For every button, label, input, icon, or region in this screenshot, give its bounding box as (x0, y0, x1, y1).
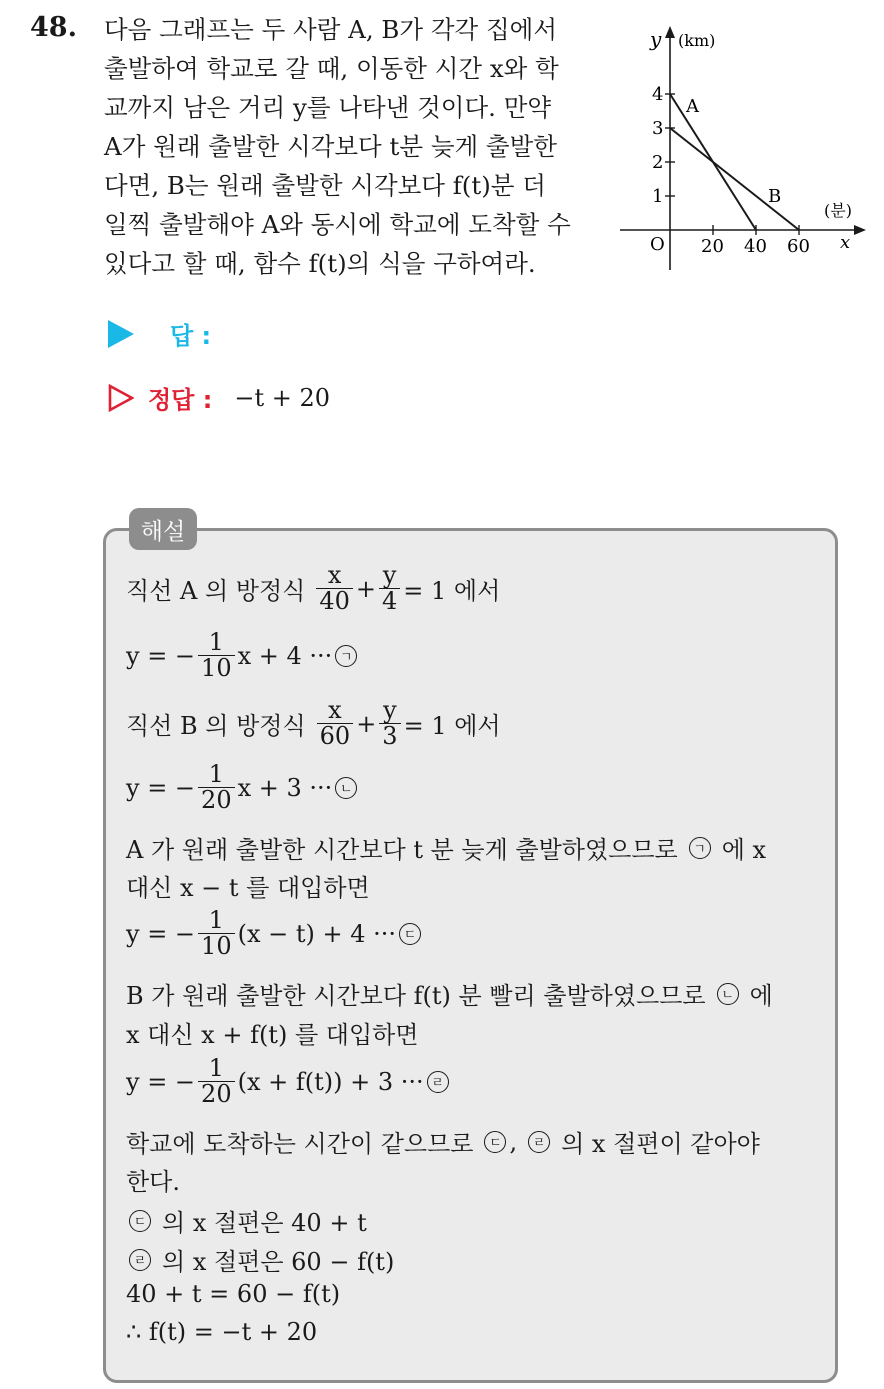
text: + (356, 709, 377, 738)
solution-line (126, 1056, 452, 1107)
question-line: 일찍 출발해야 A와 동시에 학교에 도착할 수 (104, 210, 571, 239)
question-line: A가 원래 출발한 시각보다 t분 늦게 출발한 (104, 132, 557, 161)
solution-line (126, 1318, 317, 1346)
y-unit-label: (km) (678, 31, 716, 50)
y-tick-label: 1 (652, 186, 664, 207)
distance-time-graph (612, 22, 872, 274)
text: B 가 원래 출발한 시간보다 f(t) 분 빨리 출발하였으므로 (126, 982, 706, 1010)
text: 학교에 도착하는 시간이 같으므로 (126, 1130, 474, 1158)
circled-mark: ㄷ (484, 1131, 506, 1153)
circled-mark: ㄹ (427, 1071, 449, 1093)
circled-mark: ㄴ (335, 777, 357, 799)
circled-mark: ㄹ (528, 1131, 550, 1153)
text: 직선 A 의 방정식 (126, 577, 306, 606)
fraction: $\frac{1}{10}$ (198, 630, 235, 681)
solution-line (126, 1124, 760, 1159)
origin-label: O (650, 234, 665, 255)
circled-mark: ㄷ (129, 1210, 151, 1232)
text: 의 x 절편은 40 + t (162, 1209, 367, 1237)
solution-line (126, 698, 501, 749)
text: ∴ f(t) = −t + 20 (126, 1318, 318, 1346)
text: 의 x 절편이 같아야 (561, 1130, 760, 1158)
fraction: $\frac{x}{40}$ (316, 563, 353, 614)
y-tick-label: 3 (652, 118, 664, 139)
question-line: 출발하여 학교로 갈 때, 이동한 시간 x와 학 (104, 54, 559, 83)
question-line: 다음 그래프는 두 사람 A, B가 각각 집에서 (104, 15, 558, 44)
solution-line (126, 1280, 340, 1308)
text: y = − (126, 919, 196, 948)
answer-row (108, 316, 211, 351)
line-a-label: A (686, 96, 699, 117)
text: 에 (749, 982, 773, 1010)
text: 한다. (126, 1168, 180, 1196)
text: y = − (126, 1067, 196, 1096)
text: 대신 x − t 를 대입하면 (126, 874, 370, 902)
fraction: $\frac{y}{3}$ (379, 698, 400, 749)
text: y = − (126, 641, 196, 670)
x-unit-label: (분) (824, 201, 852, 220)
text: x + 3 ··· (237, 773, 333, 802)
correct-answer-value: −t + 20 (234, 383, 330, 412)
text: 의 x 절편은 60 − f(t) (162, 1248, 395, 1276)
text: = 1 에서 (403, 577, 501, 606)
solution-line (126, 908, 424, 959)
solution-line (126, 563, 500, 614)
correct-answer-label: 정답 : (148, 386, 213, 414)
circled-mark: ㄹ (129, 1249, 151, 1271)
circled-mark: ㄱ (689, 837, 711, 859)
text: x + 4 ··· (237, 641, 333, 670)
question-line: 다면, B는 원래 출발한 시각보다 f(t)분 더 (104, 171, 546, 200)
x-tick-label: 40 (744, 236, 767, 257)
x-tick-label: 20 (701, 236, 724, 257)
fraction: $\frac{1}{10}$ (198, 908, 235, 959)
fraction: $\frac{1}{20}$ (198, 762, 235, 813)
x-axis-label: x (840, 232, 851, 253)
question-line: 있다고 할 때, 함수 f(t)의 식을 구하여라. (104, 249, 536, 278)
text: (x + f(t)) + 3 ··· (237, 1067, 424, 1096)
solution-line (126, 1242, 394, 1277)
text: A 가 원래 출발한 시간보다 t 분 늦게 출발하였으므로 (126, 836, 678, 864)
circled-mark: ㄱ (335, 645, 357, 667)
play-triangle-icon (108, 320, 134, 348)
circled-mark: ㄷ (399, 923, 421, 945)
y-axis-label: y (650, 27, 662, 51)
line-b (670, 128, 799, 230)
text: (x − t) + 4 ··· (237, 919, 397, 948)
text: y = − (126, 773, 196, 802)
answer-label: 답 : (170, 322, 212, 350)
x-arrow-icon (854, 225, 866, 235)
line-b-label: B (768, 186, 782, 207)
solution-line (126, 762, 360, 813)
question-line: 교까지 남은 거리 y를 나타낸 것이다. 만약 (104, 93, 552, 122)
solution-line (126, 976, 773, 1011)
text: 에 x (721, 836, 767, 864)
outline-triangle-icon (108, 384, 134, 412)
text: + (355, 574, 376, 603)
question-number: 48. (30, 12, 77, 43)
fraction: $\frac{1}{20}$ (198, 1056, 235, 1107)
fraction: $\frac{y}{4}$ (379, 563, 400, 614)
text: 40 + t = 60 − f(t) (126, 1280, 341, 1308)
text: x 대신 x + f(t) 를 대입하면 (126, 1021, 419, 1049)
text: , (509, 1127, 518, 1156)
y-tick-label: 4 (652, 84, 664, 105)
question-text (104, 10, 596, 283)
text: = 1 에서 (403, 712, 501, 741)
solution-line (126, 1162, 180, 1197)
text: 직선 B 의 방정식 (126, 712, 306, 741)
solution-line (126, 630, 360, 681)
solution-line (126, 1015, 419, 1050)
circled-mark: ㄴ (717, 983, 739, 1005)
solution-line (126, 1203, 367, 1238)
solution-line (126, 868, 370, 903)
y-tick-label: 2 (652, 152, 664, 173)
correct-answer-row (108, 380, 330, 415)
x-tick-label: 60 (787, 236, 810, 257)
y-arrow-icon (665, 26, 675, 38)
explanation-tab: 해설 (129, 508, 197, 550)
solution-line (126, 830, 766, 865)
fraction: $\frac{x}{60}$ (317, 698, 354, 749)
